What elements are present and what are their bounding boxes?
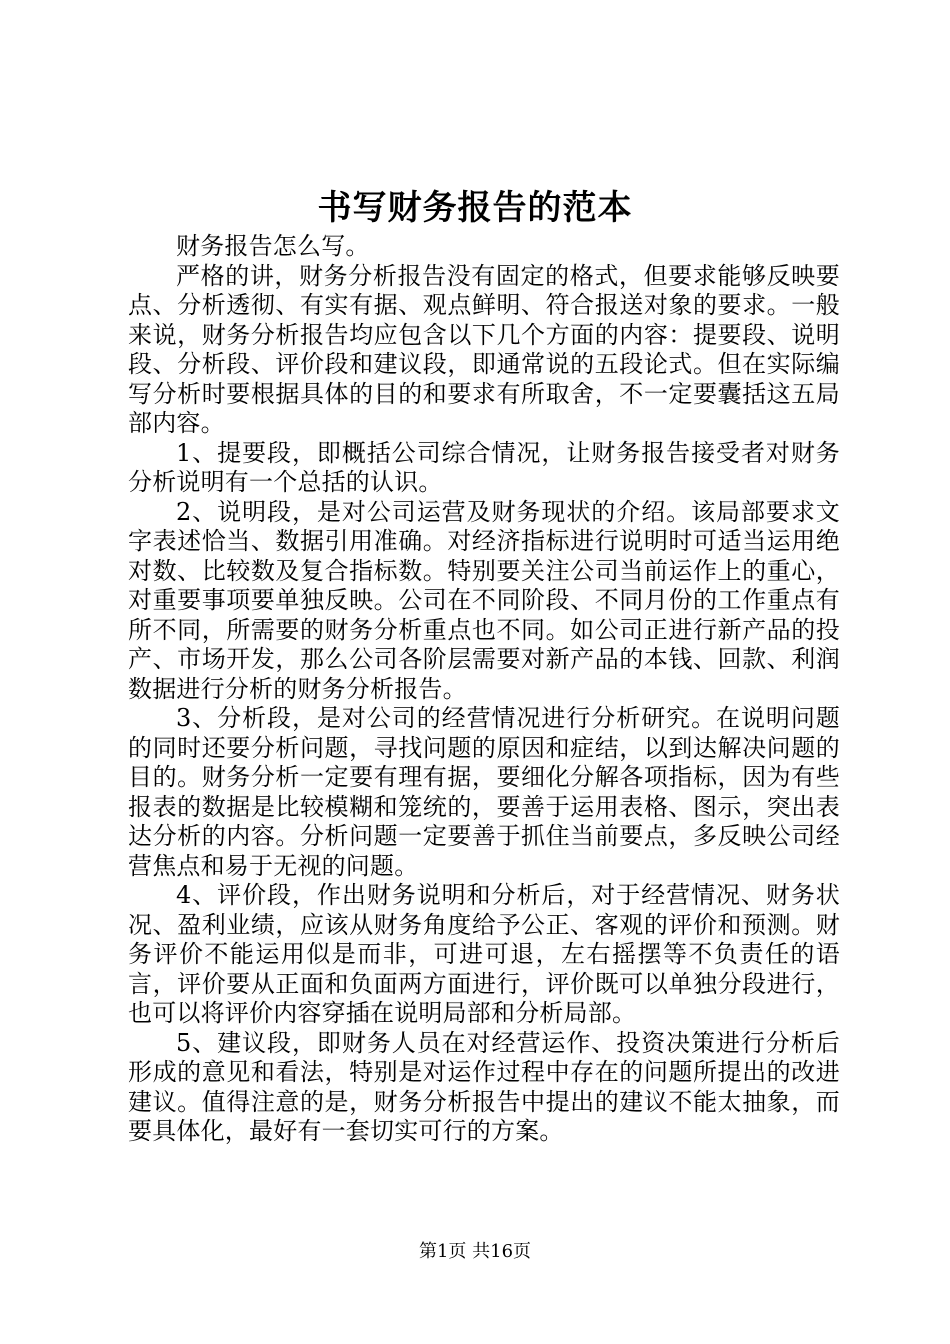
paragraph-suggestion-section: 5、建议段，即财务人员在对经营运作、投资决策进行分析后形成的意见和看法，特别是对运作过程中存在的问题所提出的改进建议。值得注意的是，财务分析报告中提出的建议不能太抽象，而要具体化，最好有一套切实可行的方案。 — [128, 1028, 840, 1145]
document-body — [128, 232, 840, 1147]
paragraph-explanation-section: 2、说明段，是对公司运营及财务现状的介绍。该局部要求文字表述恰当、数据引用准确。对经济指标进行说明时可适当运用绝对数、比较数及复合指标数。特别要关注公司当前运作上的重心，对重要事项要单独反映。公司在不同阶段、不同月份的工作重点有所不同，所需要的财务分析重点也不同。如公司正进行新产品的投产、市场开发，那么公司各阶层需要对新产品的本钱、回款、利润数据进行分析的财务分析报告。 — [128, 497, 840, 703]
document-title: 书写财务报告的范本 — [317, 188, 633, 228]
page-number: 第1页 — [418, 1241, 467, 1262]
paragraph-summary-section: 1、提要段，即概括公司综合情况，让财务报告接受者对财务分析说明有一个总括的认识。 — [128, 438, 840, 496]
page-total: 共16页 — [472, 1241, 532, 1262]
paragraph-overview: 严格的讲，财务分析报告没有固定的格式，但要求能够反映要点、分析透彻、有实有据、观点鲜明、符合报送对象的要求。一般来说，财务分析报告均应包含以下几个方面的内容：提要段、说明段、分析段、评价段和建议段，即通常说的五段论式。但在实际编写分析时要根据具体的目的和要求有所取舍，不一定要囊括这五局部内容。 — [128, 261, 840, 437]
paragraph-analysis-section: 3、分析段，是对公司的经营情况进行分析研究。在说明问题的同时还要分析问题，寻找问题的原因和症结，以到达解决问题的目的。财务分析一定要有理有据，要细化分解各项指标，因为有些报表的数据是比较模糊和笼统的，要善于运用表格、图示，突出表达分析的内容。分析问题一定要善于抓住当前要点，多反映公司经营焦点和易于无视的问题。 — [128, 704, 840, 880]
paragraph-intro: 财务报告怎么写。 — [176, 232, 370, 260]
page-footer — [0, 1240, 950, 1264]
paragraph-evaluation-section: 4、评价段，作出财务说明和分析后，对于经营情况、财务状况、盈利业绩，应该从财务角度给予公正、客观的评价和预测。财务评价不能运用似是而非，可进可退，左右摇摆等不负责任的语言，评价要从正面和负面两方面进行，评价既可以单独分段进行，也可以将评价内容穿插在说明局部和分析局部。 — [128, 881, 840, 1027]
